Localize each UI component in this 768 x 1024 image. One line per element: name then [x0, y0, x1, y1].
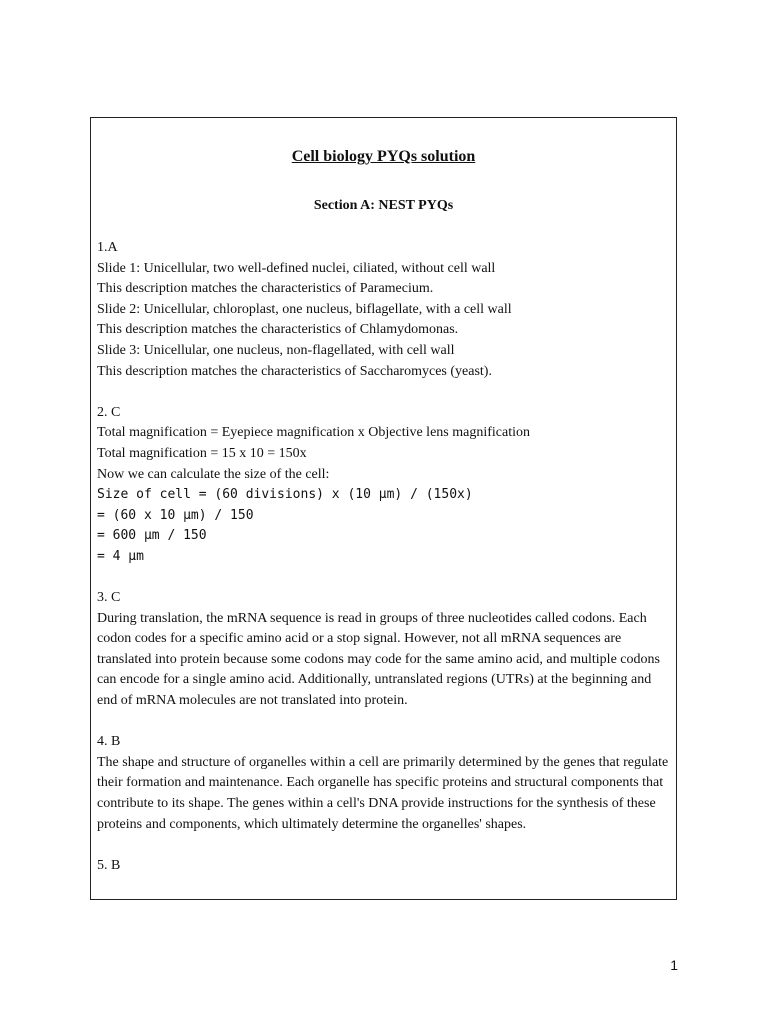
- answer-2-label: 2. C: [97, 404, 121, 420]
- answer-3-label: 3. C: [97, 590, 121, 606]
- answer-1-line: Slide 1: Unicellular, two well-defined nuclei, ciliated, without cell wall: [97, 260, 496, 276]
- answer-3-paragraph: During translation, the mRNA sequence is read in groups of three nucleotides called codons. Each codon codes for a specific amino acid or a stop signal. However, not all mRNA sequences are translated into protein because some codons may code for the same amino acid, and multiple codons can encode for a single amino acid. Additionally, untranslated regions (UTRs) at the beginning and end of mRNA molecules are not translated into protein.: [97, 610, 660, 709]
- answer-2-formula-line: Size of cell = (60 divisions) x (10 μm) / (150x): [97, 487, 473, 503]
- spacer: [97, 712, 670, 733]
- answer-4-label: 4. B: [97, 734, 121, 750]
- answer-1-line: This description matches the characteristics of Saccharomyces (yeast).: [97, 363, 492, 379]
- spacer: [97, 382, 670, 403]
- answer-2-line: Total magnification = 15 x 10 = 150x: [97, 445, 307, 461]
- document-title: Cell biology PYQs solution: [291, 148, 476, 165]
- answers-body: [97, 238, 670, 876]
- answer-5-label: 5. B: [97, 857, 121, 873]
- spacer: [97, 835, 670, 856]
- document-frame: [90, 117, 677, 900]
- answer-2-formula-line: = 4 μm: [97, 548, 144, 564]
- answer-2-formula-line: = (60 x 10 μm) / 150: [97, 507, 254, 523]
- answer-2-line: Now we can calculate the size of the cell:: [97, 466, 330, 482]
- answer-1-line: Slide 3: Unicellular, one nucleus, non-flagellated, with cell wall: [97, 342, 455, 358]
- answer-4-paragraph: The shape and structure of organelles within a cell are primarily determined by the genes that regulate their formation and maintenance. Each organelle has specific proteins and structural components that contribute to its shape. The genes within a cell's DNA provide instructions for the synthesis of these proteins and components, which ultimately determine the organelles' shapes.: [97, 754, 669, 832]
- section-heading: Section A: NEST PYQs: [313, 198, 454, 213]
- answer-2-formula-line: = 600 μm / 150: [97, 528, 207, 544]
- answer-1-line: Slide 2: Unicellular, chloroplast, one nucleus, biflagellate, with a cell wall: [97, 301, 512, 317]
- answer-2-line: Total magnification = Eyepiece magnification x Objective lens magnification: [97, 425, 530, 441]
- page-number: 1: [670, 957, 678, 973]
- spacer: [97, 568, 670, 589]
- answer-1-line: This description matches the characteristics of Paramecium.: [97, 281, 434, 297]
- answer-1-label: 1.A: [97, 240, 118, 255]
- answer-1-line: This description matches the characteristics of Chlamydomonas.: [97, 322, 459, 338]
